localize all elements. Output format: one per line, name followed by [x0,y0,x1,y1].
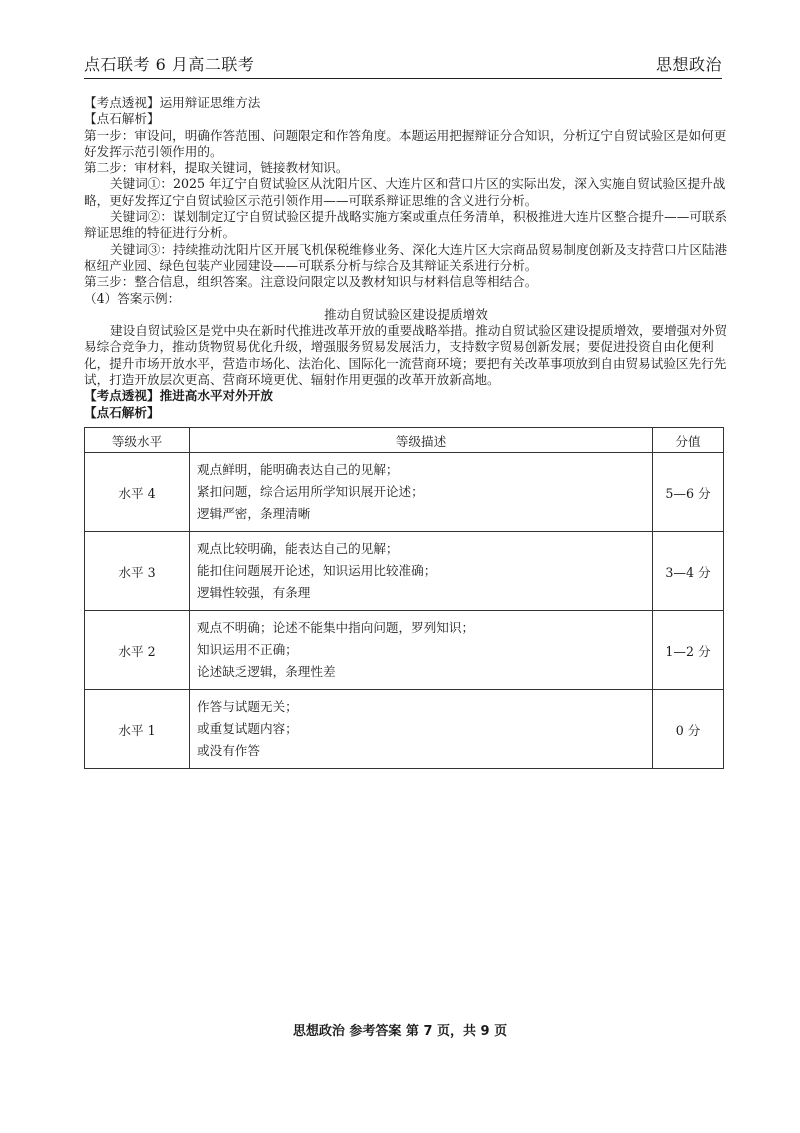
header-description: 等级描述 [190,428,653,453]
header-score: 分值 [653,428,724,453]
description-line: 或没有作答 [197,743,260,758]
description-line: 能扣住问题展开论述，知识运用比较准确； [197,563,437,578]
table-header-row [85,428,724,453]
kaodian-line-1 [84,95,728,111]
description-line: 知识运用不正确； [197,642,298,657]
description-line: 逻辑严密，条理清晰 [197,506,311,521]
header-subject: 思想政治 [655,55,722,74]
level-cell: 水平 4 [85,453,190,532]
page-footer: 思想政治 参考答案 第 7 页，共 9 页 [292,1024,508,1039]
step-2: 第二步：审材料，提取关键词，链接教材知识。 [84,160,349,176]
description-cell [190,611,653,690]
grading-table [84,427,724,769]
description-cell [190,532,653,611]
jiexi-tag-1: 【点石解析】 [84,111,160,127]
description-line: 观点比较明确，能表达自己的见解； [197,541,399,556]
kaodian-tag: 【考点透视】 [84,95,160,110]
answer-content [84,95,728,421]
kaodian-text-2: 推进高水平对外开放 [159,388,273,404]
score-cell: 5—6 分 [653,453,724,532]
table-row [85,611,724,690]
answer-label: （4）答案示例： [84,290,181,306]
table-row [85,532,724,611]
kaodian-line-2 [84,388,728,404]
kaodian-tag-2: 【考点透视】 [84,388,160,404]
keyword-2: 关键词②：谋划制定辽宁自贸试验区提升战略实施方案或重点任务清单，积极推进大连片区整合提升——可联系辩证思维的特征进行分析。 [84,209,728,241]
description-line: 或重复试题内容； [197,721,298,736]
description-line: 作答与试题无关； [197,699,298,714]
step-3: 第三步：整合信息，组织答案。注意设问限定以及教材知识与材料信息等相结合。 [84,274,538,290]
header-exam-title: 点石联考 6 月高二联考 [84,55,255,74]
answer-title: 推动自贸试验区建设提质增效 [324,306,488,322]
keyword-3: 关键词③：持续推动沈阳片区开展飞机保税维修业务、深化大连片区大宗商品贸易制度创新及支持营口片区陆港枢纽产业园、绿色包装产业园建设——可联系分析与综合及其辩证关系进行分析。 [84,241,728,273]
answer-body: 建设自贸试验区是党中央在新时代推进改革开放的重要战略举措。推动自贸试验区建设提质增效，要增强对外贸易综合竞争力，推动货物贸易优化升级，增强服务贸易发展活力，支持数字贸易创新发展；要促进投资自由化便利化，提升市场开放水平，营造市场化、法治化、国际化一流营商环境；要把有关改革事项放到自由贸易试验区先行先试，打造开放层次更高、营商环境更优、辐射作用更强的改革开放新高地。 [84,323,728,388]
score-cell: 3—4 分 [653,532,724,611]
level-cell: 水平 2 [85,611,190,690]
description-line: 紧扣问题，综合运用所学知识展开论述； [197,484,424,499]
score-cell: 0 分 [653,690,724,769]
score-cell: 1—2 分 [653,611,724,690]
description-line: 观点不明确；论述不能集中指向问题，罗列知识； [197,620,475,635]
keyword-1: 关键词①：2025 年辽宁自贸试验区从沈阳片区、大连片区和营口片区的实际出发，深入实施自贸试验区提升战略，更好发挥辽宁自贸试验区示范引领作用——可联系辩证思维的含义进行分析。 [84,176,726,208]
description-cell [190,690,653,769]
description-line: 观点鲜明，能明确表达自己的见解； [197,462,399,477]
level-cell: 水平 3 [85,532,190,611]
description-line: 论述缺乏逻辑，条理性差 [197,664,336,679]
header-level: 等级水平 [85,428,190,453]
description-cell [190,453,653,532]
table-row [85,453,724,532]
description-line: 逻辑性较强，有条理 [197,585,311,600]
step-1: 第一步：审设问，明确作答范围、问题限定和作答角度。本题运用把握辩证分合知识，分析辽宁自贸试验区是如何更好发挥示范引领作用的。 [84,127,727,159]
jiexi-tag-2: 【点石解析】 [84,404,160,420]
kaodian-text: 运用辩证思维方法 [159,95,261,110]
page-header [84,54,722,79]
level-cell: 水平 1 [85,690,190,769]
table-row [85,690,724,769]
